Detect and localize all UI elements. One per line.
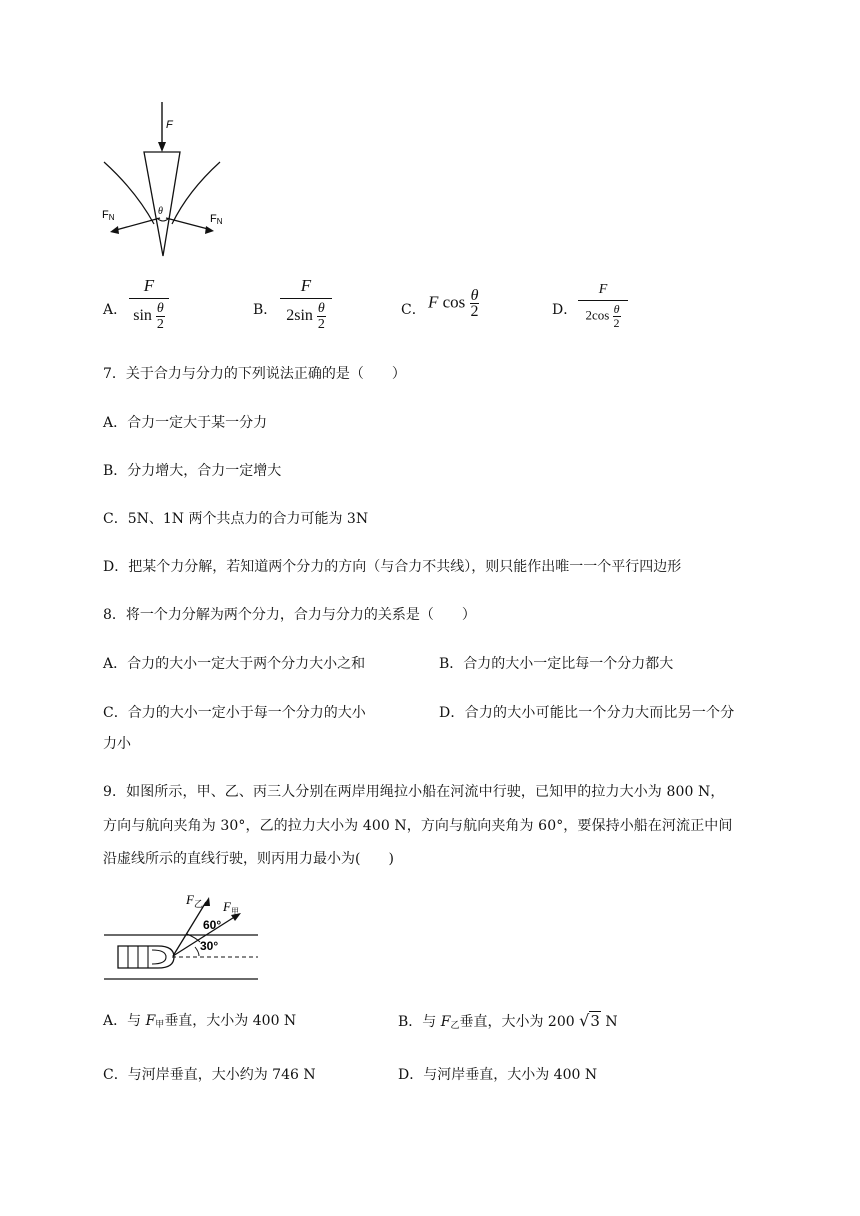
q9-option-b[interactable]: B．与 $F_乙$垂直，大小为 200 √3 N [398, 1011, 618, 1031]
fraction-numerator: F [300, 276, 312, 295]
force-yi-label: $F_乙$ [186, 892, 203, 909]
q7-stem: 7．关于合力与分力的下列说法正确的是（ ） [103, 366, 406, 382]
angle-30-label: 30° [200, 939, 219, 953]
boat-river-figure [100, 884, 270, 984]
option-c-expression: F cos $\frac{\theta}{2}$ [428, 287, 479, 320]
q7-option-b[interactable]: B．分力增大，合力一定增大 [103, 463, 282, 479]
q9-option-d[interactable]: D．与河岸垂直，大小为 400 N [398, 1067, 598, 1083]
q8-option-a[interactable]: A．合力的大小一定大于两个分力大小之和 [103, 656, 366, 672]
q9-stem-line-1: 9．如图所示，甲、乙、丙三人分别在两岸用绳拉小船在河流中行驶，已知甲的拉力大小为 800 N， [103, 784, 725, 800]
fraction-denominator: 2cos $\frac{\theta}{2}$ [585, 302, 620, 330]
normal-force-right-label: FN [210, 213, 223, 226]
option-label: B． [253, 302, 278, 318]
q9-option-a[interactable]: A．与 $F_甲$垂直，大小为 400 N [103, 1013, 297, 1030]
q8-option-b[interactable]: B．合力的大小一定比每一个分力都大 [439, 656, 674, 672]
normal-force-left-label: FN [102, 209, 115, 222]
fraction-numerator: F [143, 276, 155, 295]
option-label: A． [103, 302, 128, 318]
q9-option-c[interactable]: C．与河岸垂直，大小约为 746 N [103, 1067, 316, 1083]
angle-theta-label: θ [158, 206, 163, 217]
wedge-figure [96, 96, 236, 266]
q8-option-d[interactable]: D．合力的大小可能比一个分力大而比另一个分 [439, 705, 735, 721]
fraction-denominator: 2sin $\frac{\theta}{2}$ [286, 301, 325, 332]
sqrt-symbol: √3 [579, 1011, 600, 1030]
q9-stem-line-2: 方向与航向夹角为 30°，乙的拉力大小为 400 N，方向与航向夹角为 60°，要保持小船在河流正中间 [103, 818, 733, 834]
force-jia-label: $F_甲$ [223, 899, 239, 916]
angle-60-label: 60° [203, 918, 222, 932]
q9-stem-line-3: 沿虚线所示的直线行驶，则丙用力最小为( ) [103, 851, 394, 867]
fraction-numerator: F [598, 282, 608, 297]
q8-option-c[interactable]: C．合力的大小一定小于每一个分力的大小 [103, 705, 366, 721]
option-label: C． [401, 302, 426, 318]
q7-option-a[interactable]: A．合力一定大于某一分力 [103, 415, 268, 431]
force-label: F [166, 119, 173, 131]
q7-option-c[interactable]: C．5N、1N 两个共点力的合力可能为 3N [103, 511, 369, 527]
q8-option-d-continued: 力小 [103, 736, 131, 752]
option-label: D． [552, 302, 578, 318]
q7-option-d[interactable]: D．把某个力分解，若知道两个分力的方向（与合力不共线），则只能作出唯一一个平行四边形 [103, 559, 682, 575]
q8-stem: 8．将一个力分解为两个分力，合力与分力的关系是（ ） [103, 607, 476, 623]
fraction-denominator: sin $\frac{\theta}{2}$ [133, 301, 164, 332]
